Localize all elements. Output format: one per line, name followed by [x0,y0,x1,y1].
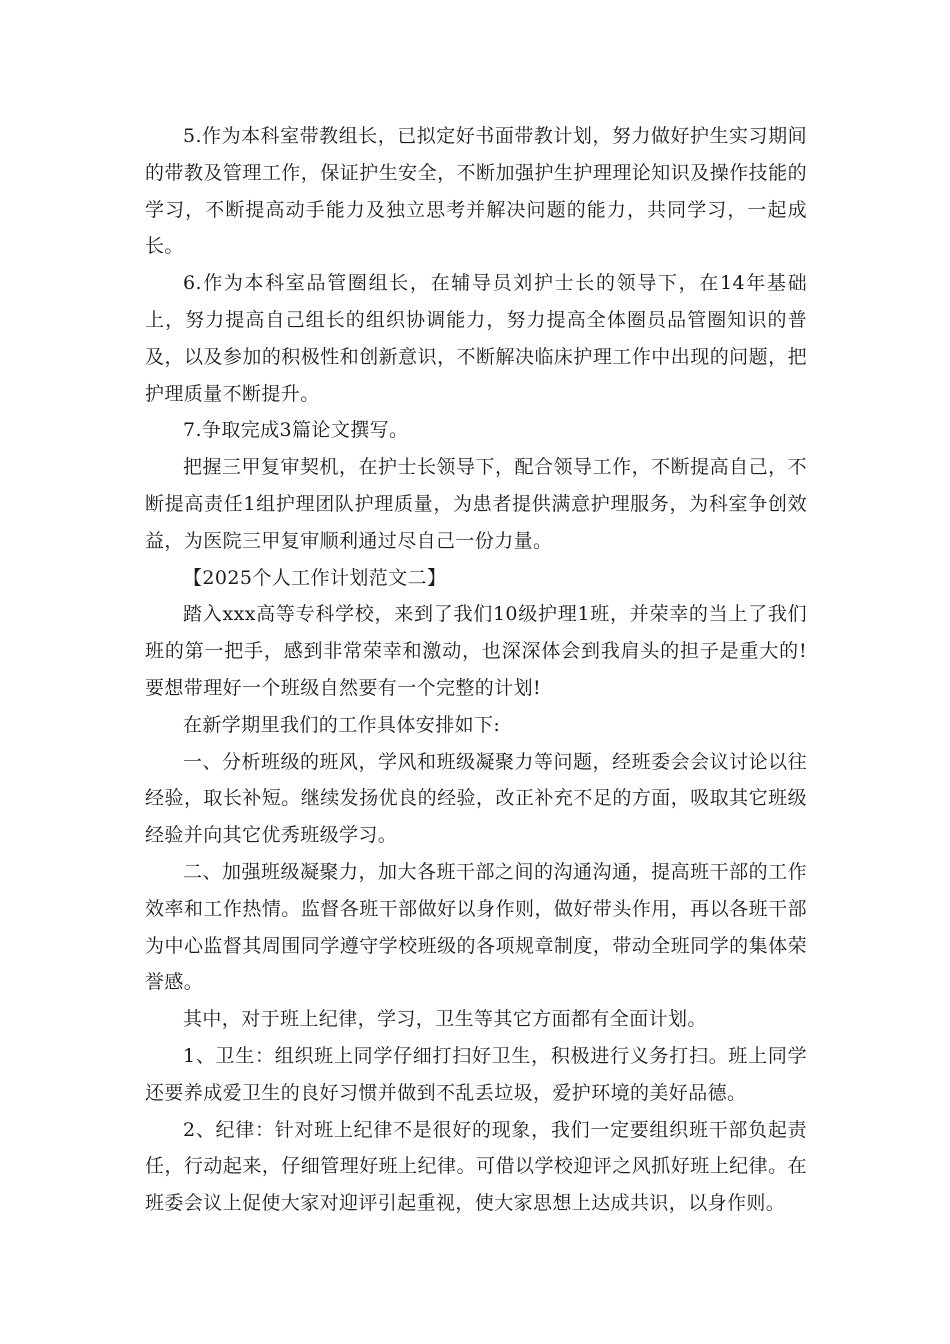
paragraph-class-intro: 踏入xxx高等专科学校，来到了我们10级护理1班，并荣幸的当上了我们班的第一把手，感到非常荣幸和激动，也深深体会到我肩头的担子是重大的!要想带理好一个班级自然要有一个完整的计划! [145,603,807,699]
paragraph-quality-circle: 6.作为本科室品管圈组长，在辅导员刘护士长的领导下，在14年基础上，努力提高自己组长的组织协调能力，努力提高全体圈员品管圈知识的普及，以及参加的积极性和创新意识，不断解决临床护理工作中出现的问题，把护理质量不断提升。 [145,272,807,405]
section-heading: 【2025个人工作计划范文二】 [183,566,447,589]
paragraph-item-two: 二、加强班级凝聚力，加大各班干部之间的沟通沟通，提高班干部的工作效率和工作热情。监督各班干部做好以身作则，做好带头作用，再以各班干部为中心监督其周围同学遵守学校班级的各项规章制度，带动全班同学的集体荣誉感。 [145,860,807,994]
paragraph-discipline: 2、纪律：针对班上纪律不是很好的现象，我们一定要组织班干部负起责任，行动起来，仔细管理好班上纪律。可借以学校迎评之风抓好班上纪律。在班委会议上促使大家对迎评引起重视，使大家思想上达成共识，以身作则。 [145,1118,807,1215]
paragraph-review-opportunity: 把握三甲复审契机，在护士长领导下，配合领导工作，不断提高自己，不断提高责任1组护理团队护理质量，为患者提供满意护理服务，为科室争创效益，为医院三甲复审顺利通过尽自己一份力量。 [145,456,807,552]
paragraph-hygiene: 1、卫生：组织班上同学仔细打扫好卫生，积极进行义务打扫。班上同学还要养成爱卫生的良好习惯并做到不乱丢垃圾，爱护环境的美好品德。 [145,1044,807,1104]
paragraph-teaching-lead: 5.作为本科室带教组长，已拟定好书面带教计划，努力做好护生实习期间的带教及管理工作，保证护生安全，不断加强护生护理理论知识及操作技能的学习，不断提高动手能力及独立思考并解决问题的能力，共同学习，一起成长。 [145,125,807,258]
paragraph-plan-intro: 在新学期里我们的工作具体安排如下: [183,713,501,736]
paragraph-item-one: 一、分析班级的班风，学风和班级凝聚力等问题，经班委会会议讨论以往经验，取长补短。继续发扬优良的经验，改正补充不足的方面，吸取其它班级经验并向其它优秀班级学习。 [145,750,807,847]
paragraph-overview: 其中，对于班上纪律，学习，卫生等其它方面都有全面计划。 [183,1008,707,1031]
document-body [145,118,807,1222]
paragraph-papers: 7.争取完成3篇论文撰写。 [183,419,409,442]
